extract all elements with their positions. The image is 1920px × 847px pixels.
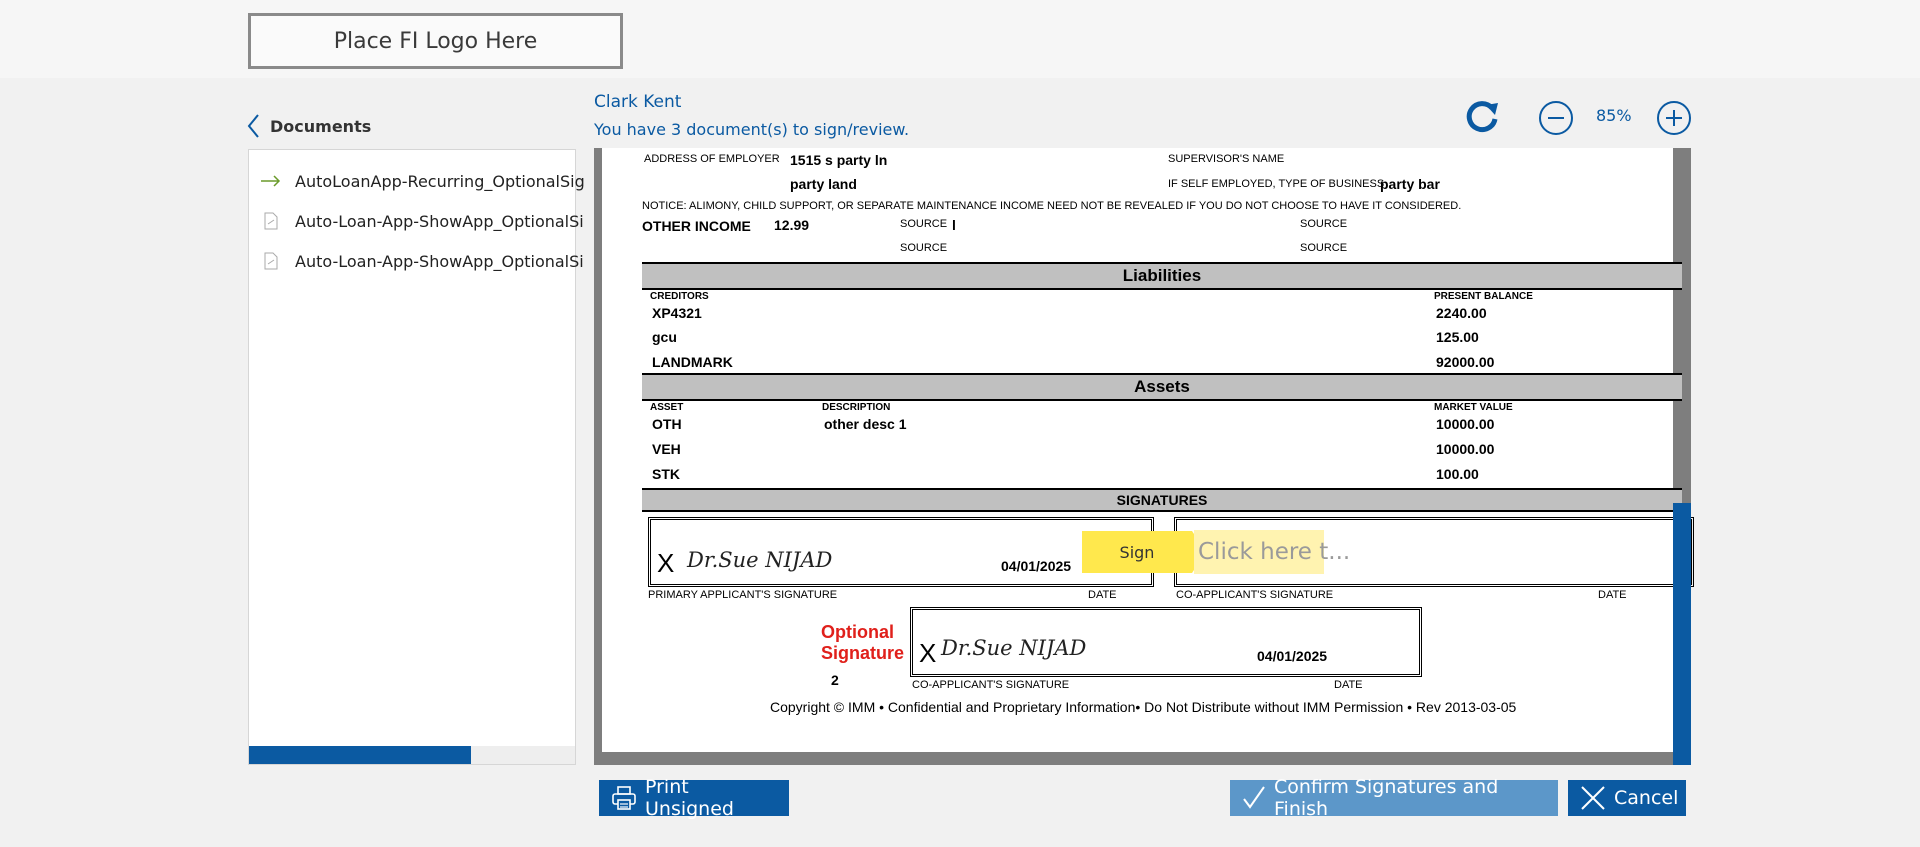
signature-x-mark: X [919,638,937,668]
refresh-icon [1462,97,1502,137]
primary-signature-label: PRIMARY APPLICANT'S SIGNATURE [648,589,838,601]
arrow-right-icon [261,171,281,191]
documents-title: Documents [270,116,372,136]
co-applicant-signature-field[interactable]: Click here t... [1194,530,1324,574]
asset-type: OTH [652,416,682,432]
source-value: l [952,217,956,233]
liability-balance: 2240.00 [1436,305,1487,321]
source-label: SOURCE [1300,218,1348,230]
co-applicant-signature-label: CO-APPLICANT'S SIGNATURE [912,679,1070,691]
description-label: DESCRIPTION [822,402,891,413]
print-unsigned-label: Print Unsigned [645,776,734,820]
asset-label: ASSET [650,402,684,413]
creditors-label: CREDITORS [650,291,709,302]
liability-creditor: LANDMARK [652,354,733,370]
date-label: DATE [1334,679,1363,691]
user-name: Clark Kent [594,92,682,112]
asset-value: 10000.00 [1436,441,1495,457]
asset-type: VEH [652,441,681,457]
documents-notice: You have 3 document(s) to sign/review. [594,120,910,139]
document-list [248,149,585,765]
assets-header: Assets [642,373,1682,401]
other-income-value: 12.99 [774,217,810,233]
market-value-label: MARKET VALUE [1434,402,1513,413]
other-income-label: OTHER INCOME [642,218,751,234]
list-item-document-2[interactable] [261,206,584,236]
primary-signature-box [648,517,1154,587]
present-balance-label: PRESENT BALANCE [1434,291,1533,302]
asset-type: STK [652,466,680,482]
list-item-document-1[interactable] [261,166,585,196]
list-item-document-3[interactable] [261,246,584,276]
source-label: SOURCE [900,218,948,230]
document-name: AutoLoanApp-Recurring_OptionalSig [295,171,585,191]
optional-label: Optional [821,622,894,642]
sign-here-flag[interactable]: Sign [1082,531,1192,573]
cancel-button[interactable] [1568,780,1686,816]
fi-logo-placeholder: Place FI Logo Here [248,13,623,69]
signature-x-mark: X [657,548,675,578]
asset-value: 10000.00 [1436,416,1495,432]
optional-signature: Dr.Sue NIJAD [941,636,1087,660]
document-icon [261,251,281,271]
documents-back-button[interactable] [246,112,371,140]
liability-creditor: XP4321 [652,305,702,321]
employer-line-1: 1515 s party ln [790,152,888,168]
source-label: SOURCE [1300,242,1348,254]
cancel-label: Cancel [1614,787,1679,809]
print-unsigned-button[interactable] [599,776,789,820]
employer-line-2: party land [790,176,857,192]
optional-signature-box [910,607,1422,677]
confirm-signatures-button[interactable] [1230,776,1558,820]
zoom-in-icon [1656,100,1692,136]
document-viewer[interactable] [594,148,1691,765]
liability-balance: 125.00 [1436,329,1479,345]
optional-signature-date: 04/01/2025 [1257,648,1328,664]
zoom-level: 85% [1596,106,1632,125]
refresh-button[interactable] [1462,97,1502,137]
scrollbar-thumb[interactable] [249,746,471,764]
liabilities-header: Liabilities [642,262,1682,290]
date-label: DATE [1598,589,1627,601]
zoom-out-button[interactable] [1538,100,1574,136]
copyright-notice: Copyright © IMM • Confidential and Proprietary Information• Do Not Distribute without IMM Permission • Rev 2013-03-05 [770,699,1517,715]
top-bar [0,0,1920,78]
optional-number: 2 [831,672,839,688]
document-scrollbar[interactable] [1673,503,1691,765]
primary-signature: Dr.Sue NIJAD [687,548,833,572]
signatures-header: SIGNATURES [642,488,1682,512]
chevron-left-icon [246,112,262,140]
optional-label: Signature [821,643,905,663]
confirm-signatures-label: Confirm Signatures and Finish [1274,776,1499,820]
checkmark-icon [1242,785,1266,811]
date-label: DATE [1088,589,1117,601]
document-name: Auto-Loan-App-ShowApp_OptionalSi [295,211,584,231]
self-employed-label: IF SELF EMPLOYED, TYPE OF BUSINESS [1168,178,1385,190]
source-label: SOURCE [900,242,948,254]
employer-label: ADDRESS OF EMPLOYER [644,153,780,165]
self-employed-value: party bar [1380,176,1440,192]
supervisor-label: SUPERVISOR'S NAME [1168,153,1285,165]
co-applicant-signature-label: CO-APPLICANT'S SIGNATURE [1176,589,1334,601]
printer-icon [611,785,637,811]
liability-balance: 92000.00 [1436,354,1495,370]
alimony-notice: NOTICE: ALIMONY, CHILD SUPPORT, OR SEPARATE MAINTENANCE INCOME NEED NOT BE REVEALED IF YOU DO NOT CHOOSE TO HAVE IT CONSIDERED. [642,200,1462,212]
document-page [602,148,1673,752]
document-name: Auto-Loan-App-ShowApp_OptionalSi [295,251,584,271]
document-icon [261,211,281,231]
asset-description: other desc 1 [824,416,907,432]
asset-value: 100.00 [1436,466,1479,482]
document-list-scrollbar[interactable] [249,746,575,764]
zoom-in-button[interactable] [1656,100,1692,136]
zoom-out-icon [1538,100,1574,136]
primary-signature-date: 04/01/2025 [1001,558,1072,574]
close-icon [1580,785,1606,811]
liability-creditor: gcu [652,329,677,345]
